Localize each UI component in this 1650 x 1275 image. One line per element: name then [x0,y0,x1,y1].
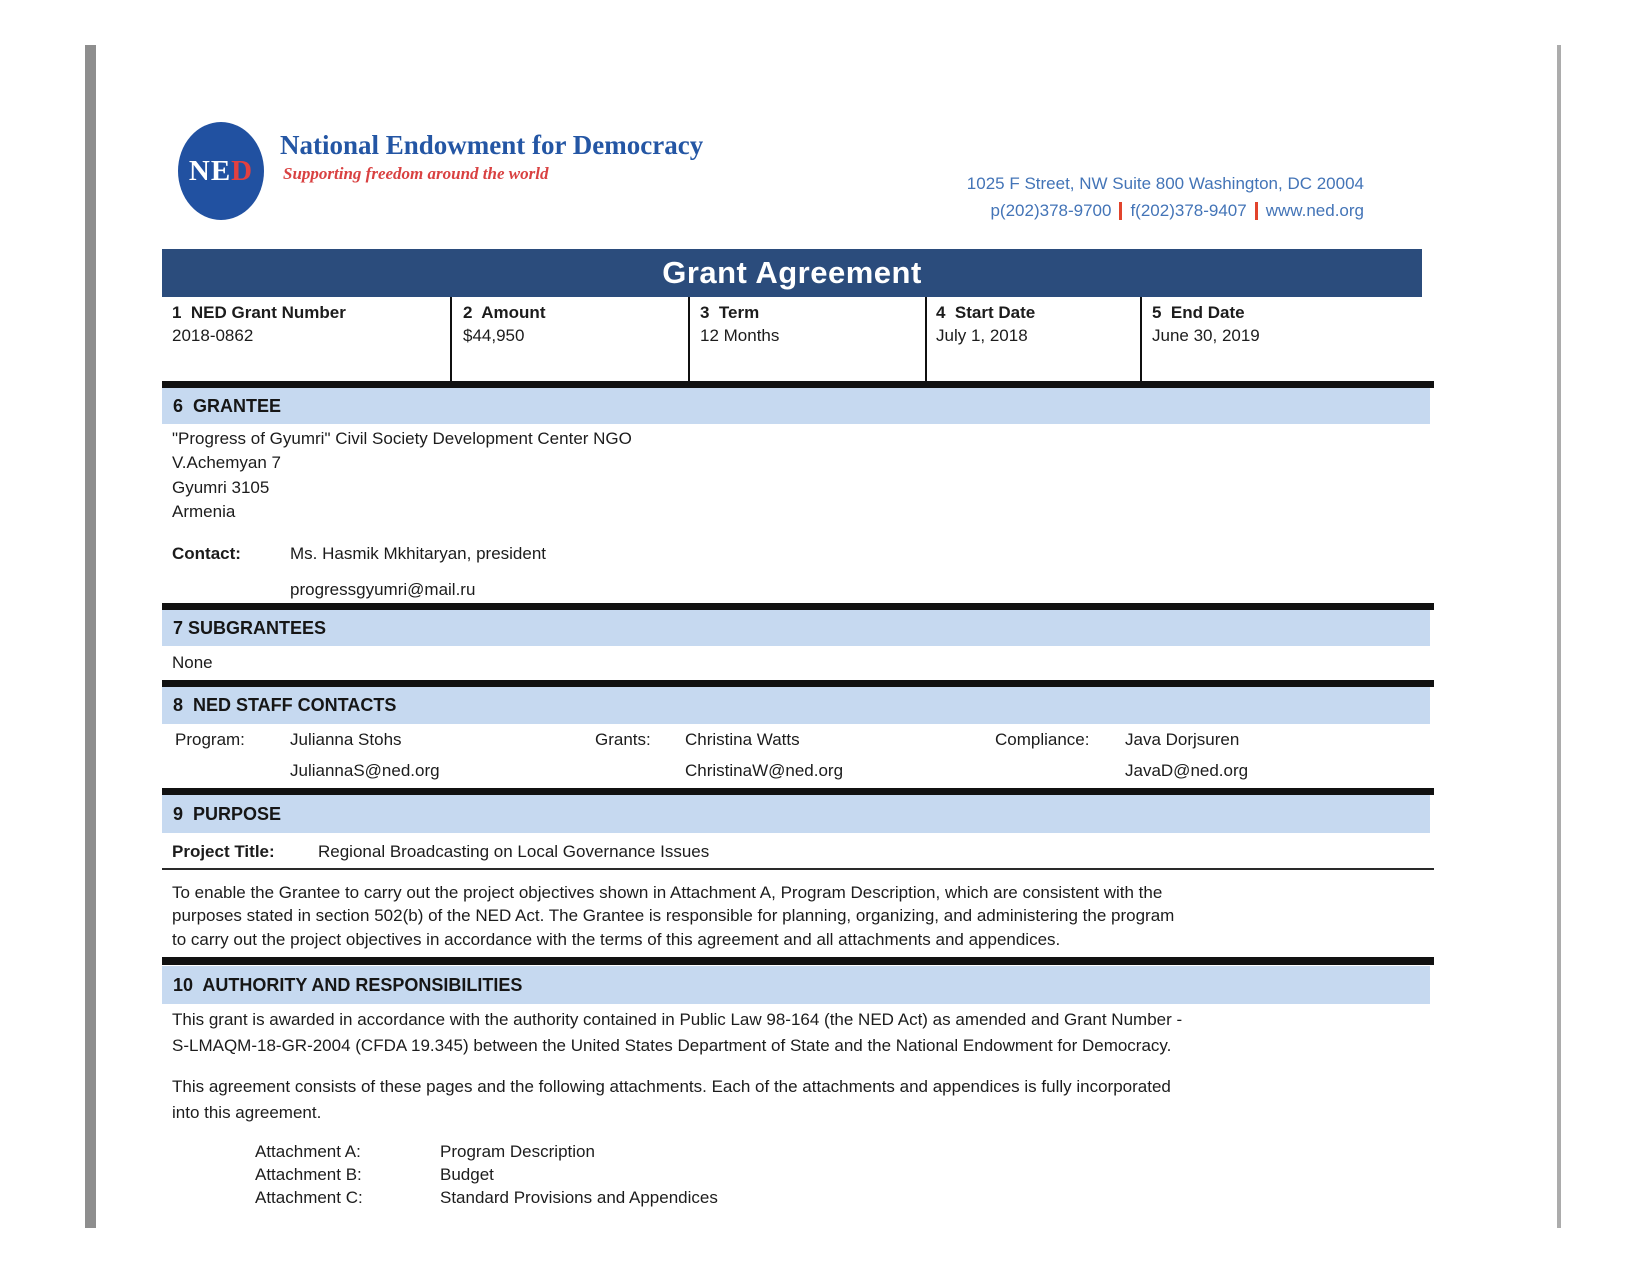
authority-paragraph-1: This grant is awarded in accordance with the authority contained in Public Law 98-164 (the NED Act) as amended and Grant Number - S-LMAQM-18-GR-2004 (CFDA 19.345) between the United States Department of State and the National Endowment for Democracy. [172,1010,1183,1055]
field-value: July 1, 2018 [936,326,1028,345]
section-header-purpose [162,795,1430,833]
red-separator [1119,202,1122,220]
address-street: 1025 F Street, NW Suite 800 Washington, DC 20004 [966,174,1364,193]
field-label: 4 Start Date [936,303,1036,322]
project-title-value: Regional Broadcasting on Local Governance Issues [318,842,710,861]
field-label: 3 Term [700,303,760,322]
column-divider [688,297,690,393]
red-separator [1255,202,1258,220]
section-header-subgrantees [162,610,1430,646]
document-content [162,0,1434,1275]
staff-contacts-row [162,730,1434,788]
staff-email: JuliannaS@ned.org [290,761,440,780]
brand-tagline: Supporting freedom around the world [283,164,549,183]
section-divider-line [162,957,1434,965]
section-heading: 7 SUBGRANTEES [173,618,327,638]
attachment-label: Attachment C: [255,1188,363,1207]
section-header-grantee [162,388,1430,424]
field-value: 12 Months [700,326,780,345]
subgrantees-value: None [172,653,213,672]
grant-fields-row [162,297,1434,381]
section-heading: 8 NED STAFF CONTACTS [173,695,397,715]
staff-role: Program: [175,730,245,749]
section-heading: 9 PURPOSE [173,804,282,824]
purpose-body-paragraph: To enable the Grantee to carry out the project objectives shown in Attachment A, Program Description, which are consistent with the purposes stated in section 502(b) of the NED Act. The Grantee is responsible for planning, organizing, and administering the program to carry out the project objectives in accordance with the terms of this agreement and all attachments and appendices. [172,883,1175,949]
contact-name: Ms. Hasmik Mkhitaryan, president [290,544,547,563]
address-phone: p(202)378-9700 [990,201,1112,220]
attachment-value: Program Description [440,1142,595,1161]
field-value: $44,950 [463,326,525,345]
field-value: June 30, 2019 [1152,326,1260,345]
staff-name: Julianna Stohs [290,730,402,749]
section-header-staff-contacts [162,687,1430,724]
field-label: 1 NED Grant Number [172,303,346,322]
ned-logo [178,122,264,220]
ned-logo-text-d: D [231,154,254,187]
attachment-value: Standard Provisions and Appendices [440,1188,718,1207]
attachment-value: Budget [440,1165,494,1184]
page-left-edge-bar [85,45,96,1228]
address-line-1 [967,170,1364,197]
contact-email: progressgyumri@mail.ru [290,580,476,599]
address-fax: f(202)378-9407 [1130,201,1247,220]
section-divider-line [162,788,1434,795]
brand-name: National Endowment for Democracy [280,130,704,160]
staff-role: Grants: [595,730,651,749]
column-divider [1140,297,1142,393]
ned-logo-text-ne: NE [188,154,232,187]
field-label: 2 Amount [463,303,546,322]
contact-label: Contact: [172,544,241,563]
staff-email: JavaD@ned.org [1125,761,1249,780]
staff-name: Christina Watts [685,730,800,749]
attachment-label: Attachment B: [255,1165,362,1184]
section-divider-line [162,603,1434,610]
column-divider [450,297,452,393]
staff-role: Compliance: [995,730,1090,749]
attachment-label: Attachment A: [255,1142,361,1161]
address-web: www.ned.org [1265,201,1364,220]
field-label: 5 End Date [1152,303,1245,322]
field-value: 2018-0862 [172,326,254,345]
column-divider [925,297,927,393]
section-heading: 6 GRANTEE [173,396,282,416]
staff-email: ChristinaW@ned.org [685,761,844,780]
section-header-authority [162,966,1430,1004]
section-divider-line [162,680,1434,687]
section-heading: 10 AUTHORITY AND RESPONSIBILITIES [173,975,523,995]
section-divider-line [162,381,1434,388]
grant-agreement-title-bar: Grant Agreement [162,249,1422,297]
page-right-edge-bar [1557,45,1561,1228]
staff-name: Java Dorjsuren [1125,730,1240,749]
letterhead-address [967,170,1364,224]
thin-divider-line [162,868,1434,870]
grantee-address-block: "Progress of Gyumri" Civil Society Development Center NGO V.Achemyan 7 Gyumri 3105 Armenia [172,429,632,521]
authority-paragraph-2: This agreement consists of these pages and the following attachments. Each of the attachments and appendices is fully incorporated into this agreement. [172,1077,1171,1122]
project-title-label: Project Title: [172,842,275,861]
address-line-2 [967,197,1364,224]
